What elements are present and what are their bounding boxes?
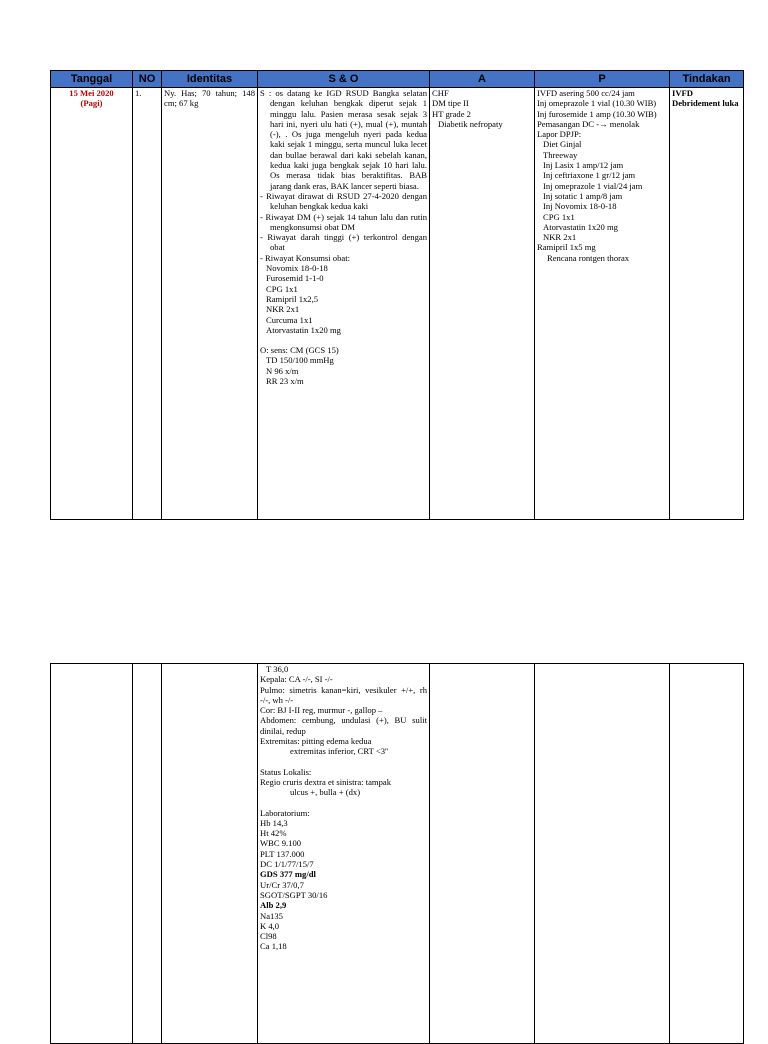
objective-title: O: sens: CM (GCS 15) (260, 345, 339, 356)
tindakan-item: Debridement luka (672, 98, 739, 109)
lab-item: DC 1/1/77/15/7 (260, 859, 314, 870)
assessment-cell (430, 664, 535, 1044)
plan-item: IVFD asering 500 cc/24 jam (537, 88, 635, 98)
vital-item: T 36,0 (266, 664, 289, 674)
header-so: S & O (258, 71, 430, 88)
assessment-item: Diabetik nefropaty (438, 118, 503, 129)
header-p: P (535, 71, 670, 88)
header-tanggal: Tanggal (51, 71, 133, 88)
history-1: - Riwayat dirawat di RSUD 27-4-2020 dengan keluhan bengkak kedua kaki (260, 190, 427, 212)
date-cell (51, 88, 133, 520)
tindakan-cell (670, 88, 744, 520)
plan-item: Inj sotatic 1 amp/8 jam (543, 190, 623, 201)
header-identitas: Identitas (162, 71, 258, 88)
plan-item: NKR 2x1 (543, 232, 577, 243)
so-cell (258, 88, 430, 520)
plan-item: Inj omeprazole 1 vial/24 jam (543, 180, 643, 191)
med-item: CPG 1x1 (266, 283, 298, 294)
plan-item: Rencana rontgen thorax (547, 252, 630, 263)
vital-item: RR 23 x/m (266, 376, 304, 387)
header-a: A (430, 71, 535, 88)
row-number: 1. (135, 88, 142, 98)
lab-item: Ca 1,18 (260, 941, 287, 952)
so-cell (258, 664, 430, 1044)
table-row (51, 88, 744, 520)
plan-item: Atorvastatin 1x20 mg (543, 221, 618, 232)
history-3: - Riwayat darah tinggi (+) terkontrol dengan obat (260, 232, 427, 253)
lab-item: Hb 14,3 (260, 817, 288, 828)
plan-cell (535, 664, 670, 1044)
tindakan-item: IVFD (672, 88, 694, 98)
plan-item: Inj Novomix 18-0-18 (543, 201, 617, 212)
header-no: NO (133, 71, 162, 88)
history-4: - Riwayat Konsumsi obat: (260, 252, 350, 263)
plan-item: Ramipril 1x5 mg (537, 242, 596, 253)
lab-item: Alb 2,9 (260, 900, 287, 911)
plan-item: Threeway (543, 149, 578, 160)
tindakan-cell (670, 664, 744, 1044)
lab-item: Ht 42% (260, 828, 287, 839)
exam-line: Pulmo: simetris kanan=kiri, vesikuler +/+, rh -/-, wh -/- (260, 684, 427, 705)
plan-item: Inj furosemide 1 amp (10.30 WIB) (537, 108, 657, 119)
plan-item: Inj ceftriaxone 1 gr/12 jam (543, 170, 636, 181)
lab-item: PLT 137.000 (260, 848, 305, 859)
date-cell (51, 664, 133, 1044)
exam-line: Extremitas: pitting edema kedua (260, 736, 372, 747)
exam-line: Cor: BJ I-II reg, murmur -, gallop – (260, 705, 383, 716)
med-item: Furosemid 1-1-0 (266, 273, 324, 284)
no-cell (133, 88, 162, 520)
plan-item: Inj Lasix 1 amp/12 jam (543, 160, 624, 171)
assessment-item: DM tipe II (432, 98, 469, 109)
plan-item: Inj omeprazole 1 vial (10.30 WIB) (537, 98, 657, 109)
header-tindakan: Tindakan (670, 71, 744, 88)
plan-item: CPG 1x1 (543, 211, 575, 222)
plan-item: Lapor DPJP: (537, 129, 582, 140)
med-item: Atorvastatin 1x20 mg (266, 324, 341, 335)
lab-title: Laboratorium: (260, 807, 310, 818)
lab-item: K 4,0 (260, 920, 280, 931)
subjective-text: S : os datang ke IGD RSUD Bangka selatan dengan keluhan bengkak diperut sejak 1 minggu lalu. Pasien merasa sesak sejak 3 hari ini, nyeri ulu hati (+), mual (+), muntah (-), . Os juga mengeluh nyeri pada kedua kaki sejak 1 minggu, serta muncul luka lecet dan bullae berawal dari kaki sebelah kanan, kedua kaki juga bengkak sejak 10 hari lalu. Os merasa tidak bias beraktifitas. BAB jarang dank eras, BAK lancer seperti biasa. (260, 88, 427, 191)
lab-item: GDS 377 mg/dl (260, 869, 316, 880)
exam-line: Abdomen: cembung, undulasi (+), BU sulit dinilai, redup (260, 715, 427, 736)
exam-line: Kepala: CA -/-, SI -/- (260, 674, 333, 685)
exam-line: Regio cruris dextra et sinistra: tampak (260, 776, 392, 787)
soap-table-continuation (50, 663, 744, 1044)
soap-table-top (50, 70, 744, 520)
history-2: - Riwayat DM (+) sejak 14 tahun lalu dan rutin mengkonsumsi obat DM (260, 211, 427, 232)
lab-item: SGOT/SGPT 30/16 (260, 889, 328, 900)
plan-cell (535, 88, 670, 520)
exam-line: ulcus +, bulla + (dx) (290, 787, 361, 798)
lab-item: Na135 (260, 910, 283, 921)
med-item: Novomix 18-0-18 (266, 263, 328, 274)
time-text: (Pagi) (80, 98, 103, 109)
assessment-item: CHF (432, 88, 449, 98)
med-item: NKR 2x1 (266, 304, 300, 315)
identity-text: Ny. Has; 70 tahun; 148 cm; 67 kg (164, 88, 255, 109)
identity-cell (162, 88, 258, 520)
no-cell (133, 664, 162, 1044)
exam-line: extremitas inferior, CRT <3'' (290, 746, 389, 757)
identity-cell (162, 664, 258, 1044)
date-text: 15 Mei 2020 (69, 88, 114, 98)
plan-item: Pemasangan DC -→ menolak (537, 118, 640, 129)
plan-item: Diet Ginjal (543, 139, 582, 150)
med-item: Ramipril 1x2,5 (266, 293, 319, 304)
lab-item: Cl98 (260, 931, 277, 942)
vital-item: N 96 x/m (266, 365, 299, 376)
assessment-cell (430, 88, 535, 520)
med-item: Curcuma 1x1 (266, 314, 313, 325)
lab-item: WBC 9.100 (260, 838, 302, 849)
header-row (51, 71, 744, 88)
status-lokalis-title: Status Lokalis: (260, 766, 312, 777)
assessment-item: HT grade 2 (432, 108, 471, 119)
table-row (51, 664, 744, 1044)
lab-item: Ur/Cr 37/0,7 (260, 879, 304, 890)
vital-item: TD 150/100 mmHg (266, 355, 334, 366)
